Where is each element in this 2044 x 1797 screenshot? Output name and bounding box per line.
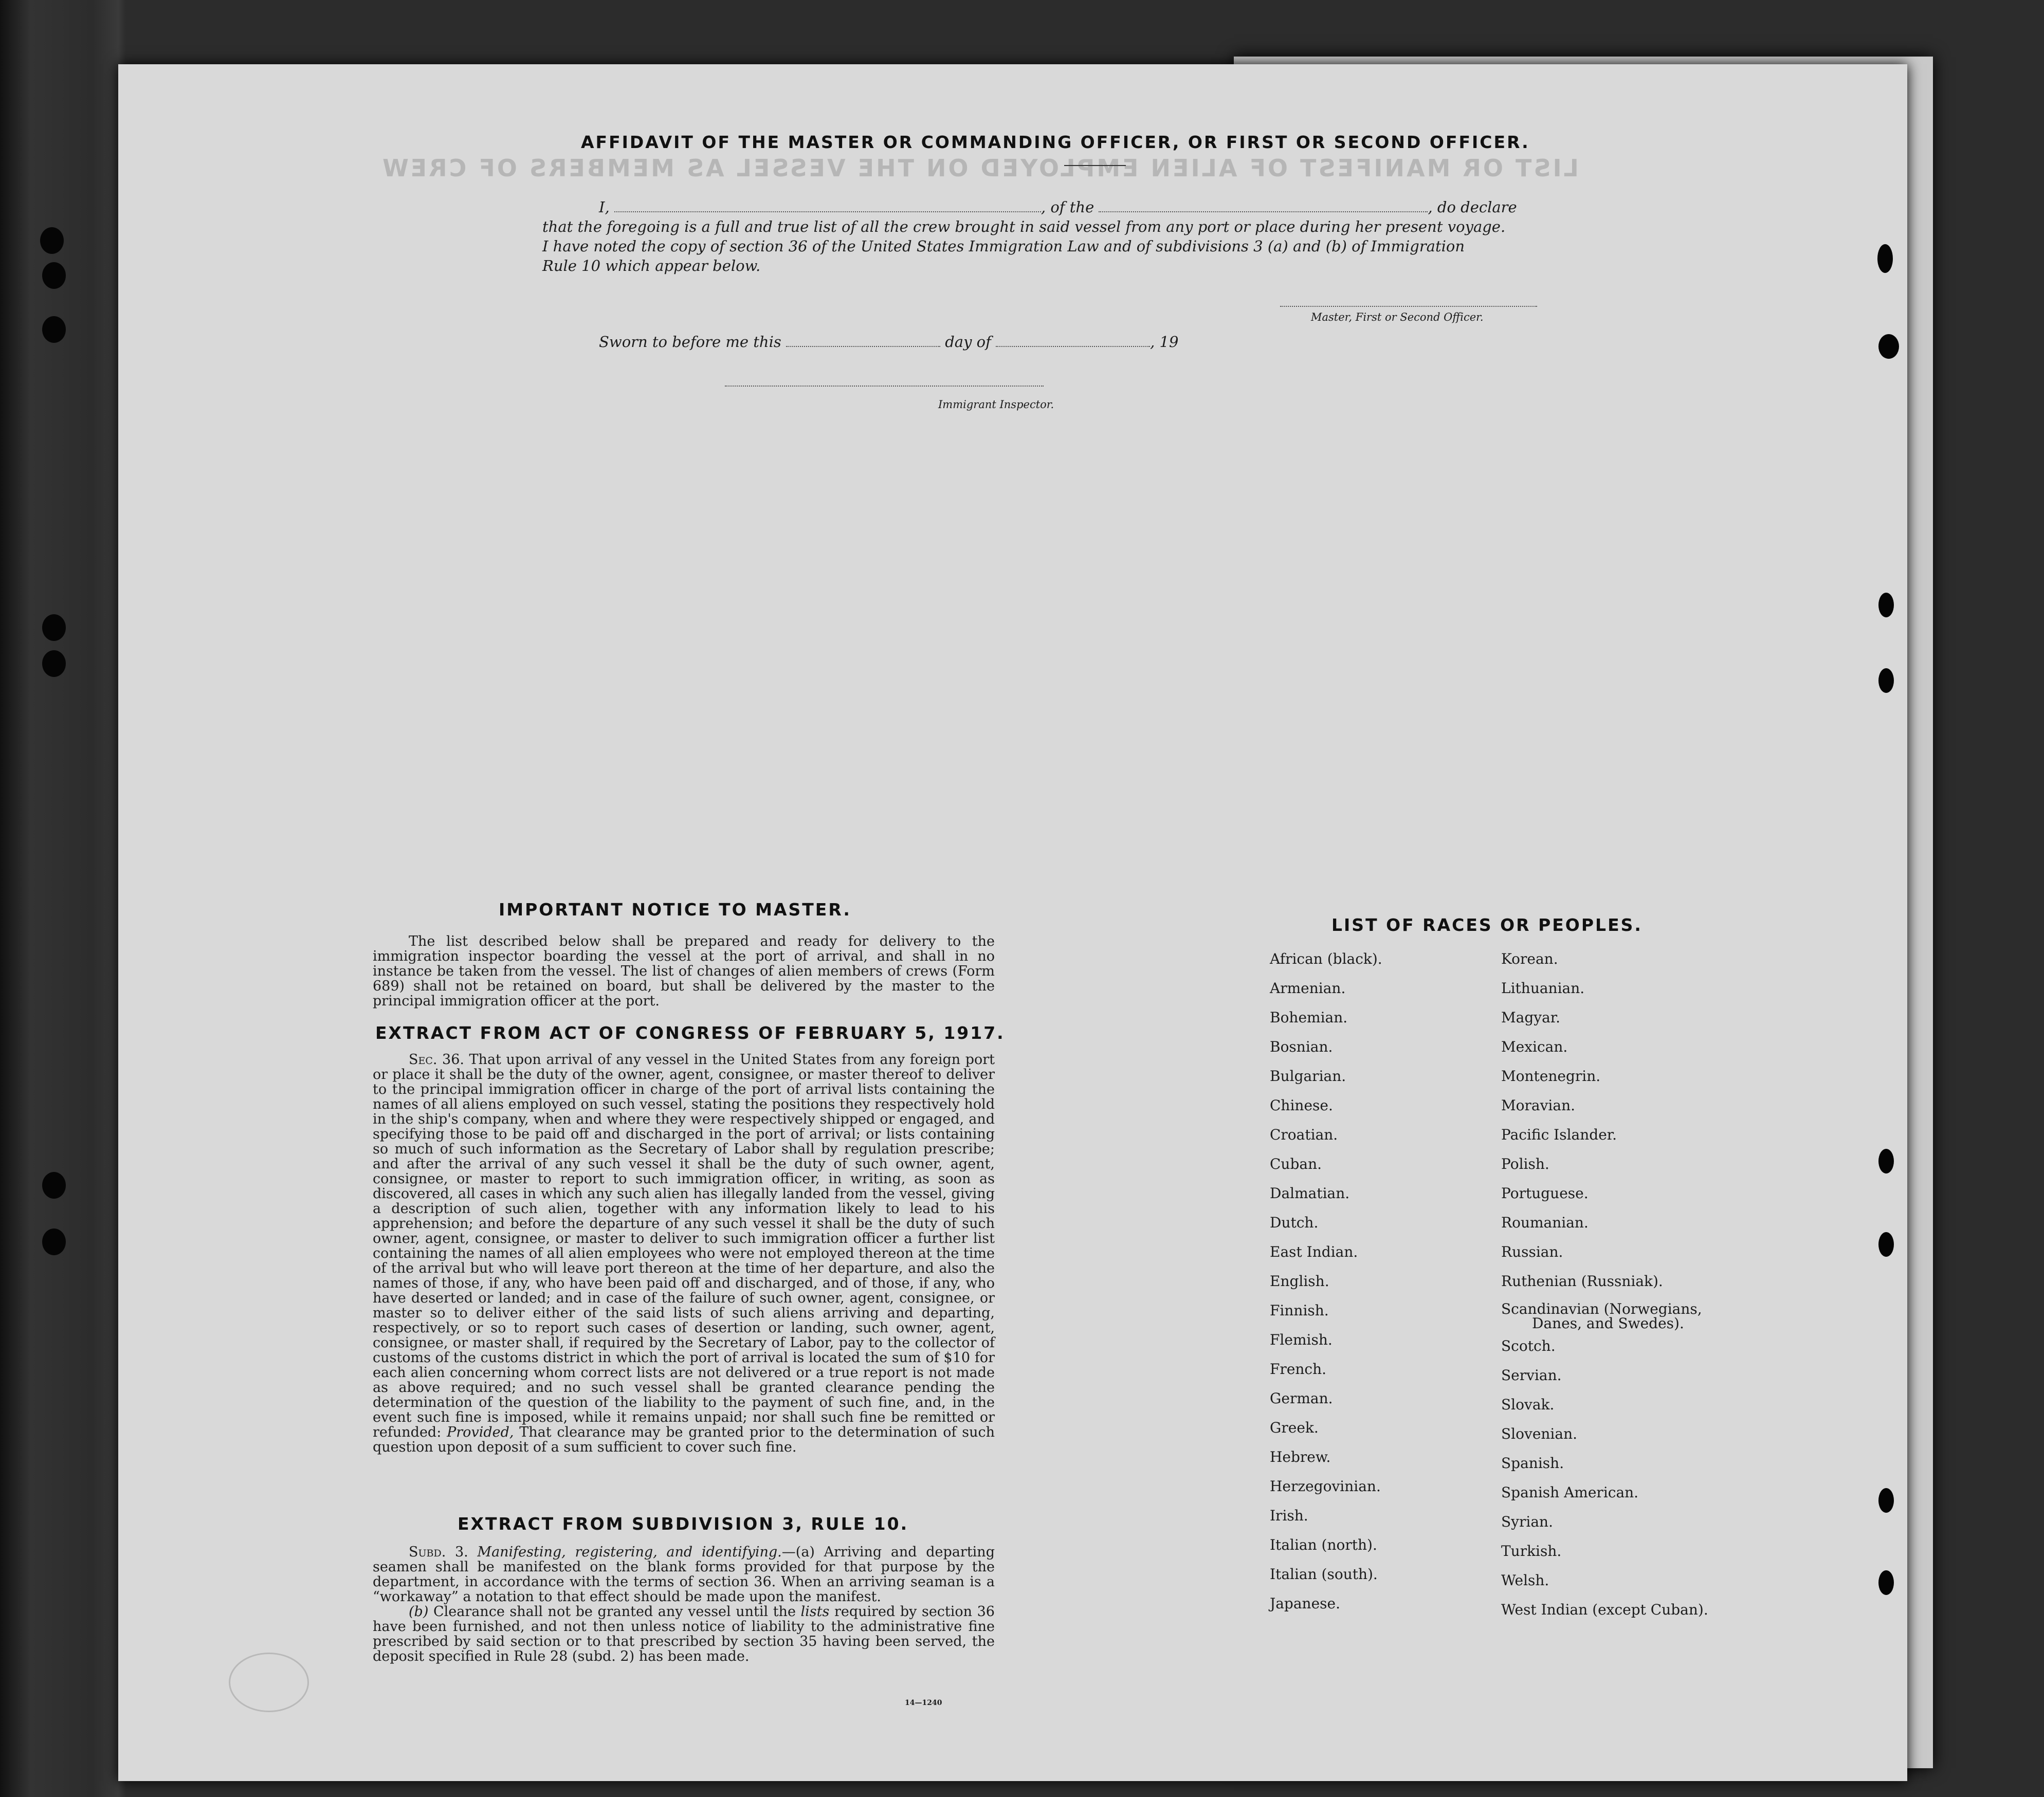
race-item: Turkish.: [1501, 1543, 1562, 1560]
subdivision-label: Subd. 3.: [409, 1544, 468, 1560]
race-item: Syrian.: [1501, 1513, 1553, 1530]
affidavit-of-the: , of the: [1041, 198, 1094, 216]
race-item: Chinese.: [1270, 1097, 1333, 1114]
race-item: Hebrew.: [1270, 1448, 1331, 1465]
race-item: Servian.: [1501, 1367, 1562, 1384]
race-item: Mexican.: [1501, 1038, 1568, 1055]
manifest-page: [118, 64, 1907, 1781]
section-36-text: That upon arrival of any vessel in the United States from any foreign port or place it shall be the duty of the owner, agent, consignee, or master thereof to deliver to the principal immigration officer in charge of the port of arrival lists containing the names of all aliens employed on such vessel, stating the positions they respectively hold in the ship's company, when and where they were respectively shipped or engaged, and specifying those to be paid off and discharged in the port of arrival; or lists containing so much of such information as the Secretary of Labor shall by regulation prescribe; and after the arrival of any such vessel it shall be the duty of such owner, agent, consignee, or master to report to such immigration officer, in writing, as soon as discovered, all cases in which any such alien has illegally landed from the vessel, giving a description of such alien, together with any information likely to lead to his apprehension; and before the departure of any such vessel it shall be the duty of such owner, agent, consignee, or master to deliver to such immigration officer a further list containing the names of all alien employees who were not employed thereon at the time of the arrival but who will leave port thereon at the time of her departure, and also the names of those, if any, who have been paid off and discharged, and of those, if any, who have deserted or landed; and in case of the failure of such owner, agent, consignee, or master so to deliver either of the said lists of such aliens arriving and departing, respectively, or so to report such cases of desertion or landing, such owner, agent, consignee, or master shall, if required by the Secretary of Labor, pay to the collector of customs of the customs district in which the port of arrival is located the sum of $10 for each alien concerning whom correct lists are not delivered or a true report is not made as above required; and no such vessel shall be granted clearance pending the determination of the question of the liability to the payment of such fine, and, in the event such fine is imposed, while it remains unpaid; nor shall such fine be remitted or refunded:: [373, 1052, 995, 1440]
subdivision-heading: Manifesting, registering, and identifying.: [477, 1544, 782, 1560]
affidavit-declare: , do declare: [1428, 198, 1517, 216]
race-item: Roumanian.: [1501, 1214, 1589, 1231]
race-item: Croatian.: [1270, 1126, 1338, 1143]
paragraph-b-label: (b): [409, 1604, 429, 1620]
section-36-tail: That clearance may be granted prior to the determination of such question upon deposit of a sum sufficient to cover such fine.: [373, 1424, 995, 1455]
affidavit-line-3: I have noted the copy of section 36 of the United States Immigration Law and of subdivisions 3 (a) and (b) of Immigration: [542, 237, 1465, 255]
master-signature-label: Master, First or Second Officer.: [1311, 311, 1484, 323]
race-item: Finnish.: [1270, 1302, 1329, 1319]
rule-extract-title: EXTRACT FROM SUBDIVISION 3, RULE 10.: [458, 1514, 909, 1534]
races-title: LIST OF RACES OR PEOPLES.: [1331, 915, 1642, 935]
race-item: Flemish.: [1270, 1331, 1333, 1348]
race-item: Lithuanian.: [1501, 980, 1585, 997]
race-item: Pacific Islander.: [1501, 1126, 1617, 1143]
notice-title: IMPORTANT NOTICE TO MASTER.: [499, 900, 851, 920]
race-item: Polish.: [1501, 1156, 1549, 1172]
binder-hole: [42, 650, 66, 677]
affidavit-title: AFFIDAVIT OF THE MASTER OR COMMANDING OFFICER, OR FIRST OR SECOND OFFICER.: [581, 132, 1530, 152]
notice-text: [373, 934, 995, 1008]
day-of-text: day of: [945, 333, 991, 351]
races-column-1: [1270, 944, 1382, 1618]
affidavit-line-4: Rule 10 which appear below.: [542, 257, 761, 274]
binder-hole: [42, 316, 66, 343]
binder-hole: [42, 614, 66, 641]
race-item: Slovenian.: [1501, 1425, 1577, 1442]
binder-hole: [42, 1172, 66, 1199]
rule-extract-text: [373, 1545, 995, 1664]
race-item-continuation: Danes, and Swedes).: [1532, 1315, 1684, 1332]
act-extract-title: EXTRACT FROM ACT OF CONGRESS OF FEBRUARY 5, 1917.: [375, 1023, 1005, 1043]
race-item: Japanese.: [1270, 1595, 1340, 1612]
race-item: Slovak.: [1501, 1396, 1555, 1413]
races-column-2: [1501, 944, 1708, 1624]
notice-paragraph: The list described below shall be prepared and ready for delivery to the immigration inspector boarding the vessel at the port of arrival, and shall in no instance be taken from the vessel. The list of changes of alien members of crews (Form 689) shall not be retained on board, but shall be delivered by the master to the principal immigration officer at the port.: [373, 933, 995, 1009]
race-item: Herzegovinian.: [1270, 1478, 1381, 1495]
binder-hole: [42, 262, 66, 289]
sworn-line: [599, 332, 1178, 352]
race-item: Welsh.: [1501, 1572, 1549, 1589]
race-item: Italian (south).: [1270, 1566, 1378, 1583]
punch-hole: [1878, 334, 1899, 359]
paragraph-b-lists: lists: [800, 1604, 830, 1620]
race-item: French.: [1270, 1361, 1327, 1378]
race-item: Russian.: [1501, 1243, 1563, 1260]
year-text: , 19: [1150, 333, 1179, 351]
race-item: German.: [1270, 1390, 1333, 1407]
name-blank: [614, 198, 1041, 212]
race-item: Ruthenian (Russniak).: [1501, 1273, 1663, 1290]
inspector-signature-line: [725, 386, 1044, 387]
race-item: Scandinavian (Norwegians, Danes, and Swedes).: [1501, 1296, 1708, 1331]
paragraph-b-part2: required by section 36 have been furnished, and not then unless notice of liability to the administrative fine prescribed by said section or to that prescribed by section 35 having been served, the deposit specified in Rule 28 (subd. 2) has been made.: [373, 1604, 995, 1664]
race-item: West Indian (except Cuban).: [1501, 1601, 1708, 1618]
race-item: Dutch.: [1270, 1214, 1319, 1231]
race-item: Dalmatian.: [1270, 1185, 1350, 1202]
race-item: Moravian.: [1501, 1097, 1576, 1114]
act-extract-text: [373, 1052, 995, 1455]
inspector-signature-label: Immigrant Inspector.: [938, 398, 1054, 411]
race-item: Portuguese.: [1501, 1185, 1589, 1202]
race-item: Scotch.: [1501, 1337, 1556, 1354]
race-item: Spanish American.: [1501, 1484, 1639, 1501]
binder-hole: [42, 1228, 66, 1255]
race-item: Irish.: [1270, 1507, 1308, 1524]
affidavit-line-2: that the foregoing is a full and true list of all the crew brought in said vessel from any port or place during her present voyage.: [542, 218, 1506, 235]
section-label: Sec. 36.: [409, 1052, 464, 1068]
race-item: Armenian.: [1270, 980, 1346, 997]
paragraph-b-part1: Clearance shall not be granted any vessel until the: [433, 1604, 796, 1620]
vessel-blank: [1099, 198, 1428, 212]
race-item: Magyar.: [1501, 1009, 1561, 1026]
punch-hole: [1878, 1570, 1894, 1595]
race-item: Korean.: [1501, 950, 1558, 967]
proviso-word: Provided,: [447, 1424, 514, 1440]
punch-hole: [1878, 668, 1894, 693]
punch-hole: [1878, 1232, 1894, 1257]
race-item: Greek.: [1270, 1419, 1319, 1436]
race-item: East Indian.: [1270, 1243, 1358, 1260]
race-item: Italian (north).: [1270, 1536, 1377, 1553]
race-item: African (black).: [1270, 950, 1382, 967]
affidavit-i: I,: [599, 198, 610, 216]
race-item: Montenegrin.: [1501, 1068, 1601, 1085]
punch-hole: [1878, 593, 1894, 617]
race-item: Cuban.: [1270, 1156, 1322, 1172]
day-blank: [786, 333, 940, 347]
master-signature-line: [1280, 306, 1537, 307]
race-item: Bulgarian.: [1270, 1068, 1346, 1085]
binder-hole: [40, 227, 64, 254]
paragraph-a: —(a) Arriving and departing seamen shall be manifested on the blank forms provided for that purpose by the department, in accordance with the terms of section 36. When an arriving seaman is a “workaway” a notation to that effect should be made upon the manifest.: [373, 1544, 995, 1605]
bleed-through-text: LIST OR MANIFEST OF ALIEN EMPLOYED ON THE VESSEL AS MEMBERS OF CREW: [380, 154, 1579, 182]
punch-hole: [1877, 244, 1893, 273]
race-item: English.: [1270, 1273, 1329, 1290]
form-number: 14—1240: [905, 1699, 942, 1707]
faded-stamp: [229, 1653, 309, 1712]
race-item: Bohemian.: [1270, 1009, 1348, 1026]
race-item: Spanish.: [1501, 1455, 1564, 1472]
race-item: Bosnian.: [1270, 1038, 1333, 1055]
title-rule: [1064, 165, 1126, 166]
punch-hole: [1878, 1488, 1894, 1513]
affidavit-line-1: [599, 197, 1517, 217]
month-blank: [996, 333, 1150, 347]
sworn-text: Sworn to before me this: [599, 333, 781, 351]
punch-hole: [1878, 1149, 1894, 1173]
